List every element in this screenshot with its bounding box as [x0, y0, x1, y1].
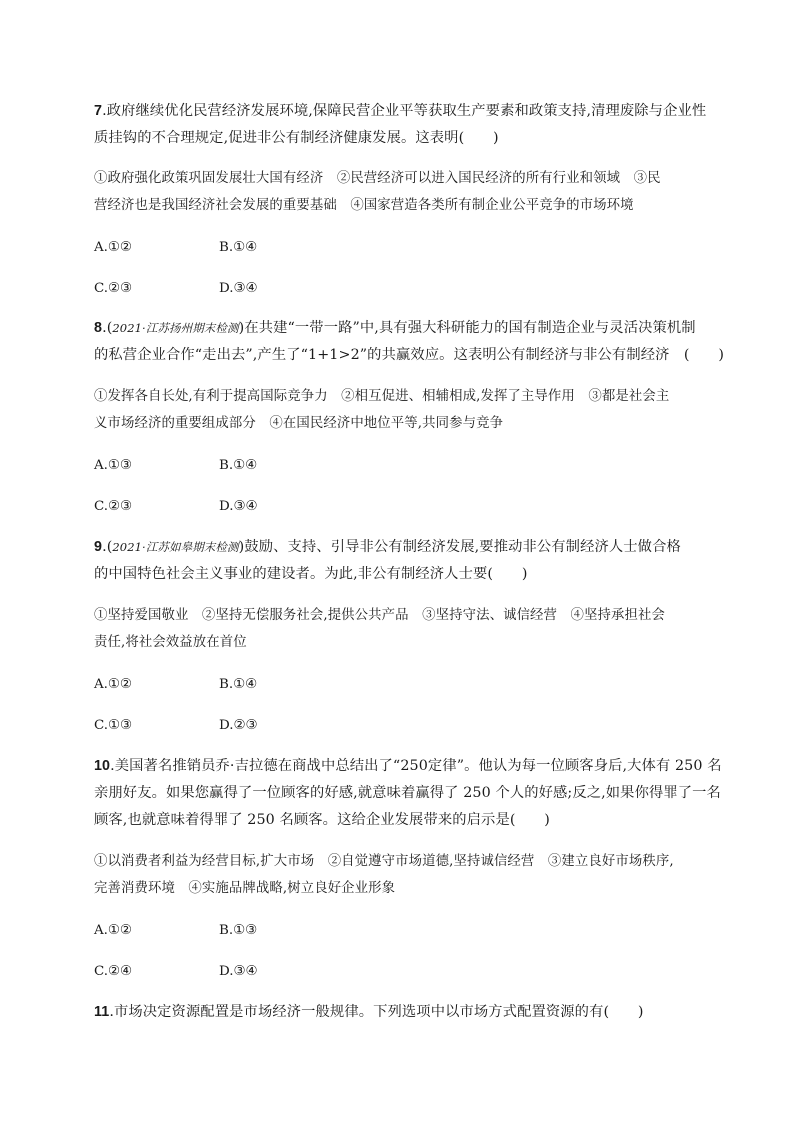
question-9-stem-line-1: 9.(2021·江苏如皋期末检测)鼓励、支持、引导非公有制经济发展,要推动非公有制经济人士做合格 [94, 539, 681, 555]
question-11-number: 11 [94, 1004, 110, 1020]
question-10-answer-a[interactable]: A.①② [94, 923, 132, 938]
question-8-source: 2021·江苏扬州期末检测 [112, 321, 239, 335]
question-7-stem-line-2: 质挂钩的不合理规定,促进非公有制经济健康发展。这表明( ) [94, 130, 499, 146]
question-7-answer-c[interactable]: C.②③ [94, 281, 133, 296]
question-8-stem-line-1: 8.(2021·江苏扬州期末检测)在共建“一带一路”中,具有强大科研能力的国有制造企业与灵活决策机制 [94, 320, 696, 336]
question-8-number: 8 [94, 320, 103, 336]
question-7-answer-b[interactable]: B.①④ [219, 240, 258, 255]
question-8-options-line-1: ①发挥各自长处,有利于提高国际竞争力 ②相互促进、相辅相成,发挥了主导作用 ③都是社会主 [94, 389, 670, 404]
question-7-options-line-1: ①政府强化政策巩固发展壮大国有经济 ②民营经济可以进入国民经济的所有行业和领域 ③民 [94, 171, 661, 186]
question-7-options-line-2: 营经济也是我国经济社会发展的重要基础 ④国家营造各类所有制企业公平竞争的市场环境 [94, 198, 634, 213]
question-9-source: 2021·江苏如皋期末检测 [112, 540, 239, 554]
question-8-answer-d[interactable]: D.③④ [219, 499, 258, 514]
question-9-options-line-2: 责任,将社会效益放在首位 [94, 635, 247, 650]
question-7-answer-a[interactable]: A.①② [94, 240, 132, 255]
question-8-answer-b[interactable]: B.①④ [219, 458, 258, 473]
question-10-answer-c[interactable]: C.②④ [94, 964, 133, 979]
question-10-answer-b[interactable]: B.①③ [219, 923, 258, 938]
question-9-answer-c[interactable]: C.①③ [94, 718, 133, 733]
question-8-answer-a[interactable]: A.①③ [94, 458, 132, 473]
question-11-stem-line-1: 11.市场决定资源配置是市场经济一般规律。下列选项中以市场方式配置资源的有( ) [94, 1004, 644, 1020]
question-10-stem-line-3: 顾客,也就意味着得罪了 250 名顾客。这给企业发展带来的启示是( ) [94, 812, 550, 828]
question-10-answer-d[interactable]: D.③④ [219, 964, 258, 979]
question-9-answer-b[interactable]: B.①④ [219, 677, 258, 692]
question-9-answer-a[interactable]: A.①② [94, 677, 132, 692]
question-10-options-line-1: ①以消费者利益为经营目标,扩大市场 ②自觉遵守市场道德,坚持诚信经营 ③建立良好市场秩序, [94, 854, 674, 869]
question-9-answer-d[interactable]: D.②③ [219, 718, 258, 733]
question-10-options-line-2: 完善消费环境 ④实施品牌战略,树立良好企业形象 [94, 881, 396, 896]
question-9-options-line-1: ①坚持爱国敬业 ②坚持无偿服务社会,提供公共产品 ③坚持守法、诚信经营 ④坚持承担社会 [94, 608, 665, 623]
question-8-stem-line-2: 的私营企业合作“走出去”,产生了“1+1>2”的共赢效应。这表明公有制经济与非公有制经济 ( ) [94, 347, 725, 363]
question-10-stem-line-1: 10.美国著名推销员乔·吉拉德在商战中总结出了“250定律”。他认为每一位顾客身后,大体有 250 名 [94, 758, 722, 774]
question-7-stem-line-1: 7.政府继续优化民营经济发展环境,保障民营企业平等获取生产要素和政策支持,清理废除与企业性 [94, 103, 707, 119]
question-10-number: 10 [94, 758, 111, 774]
question-8-answer-c[interactable]: C.②③ [94, 499, 133, 514]
question-7-answer-d[interactable]: D.③④ [219, 281, 258, 296]
question-9-number: 9 [94, 539, 103, 555]
question-7-number: 7 [94, 103, 103, 119]
question-9-stem-line-2: 的中国特色社会主义事业的建设者。为此,非公有制经济人士要( ) [94, 566, 528, 582]
question-10-stem-line-2: 亲朋好友。如果您赢得了一位顾客的好感,就意味着赢得了 250 个人的好感;反之,如果你得罪了一名 [94, 785, 721, 801]
question-8-options-line-2: 义市场经济的重要组成部分 ④在国民经济中地位平等,共同参与竞争 [94, 416, 504, 431]
